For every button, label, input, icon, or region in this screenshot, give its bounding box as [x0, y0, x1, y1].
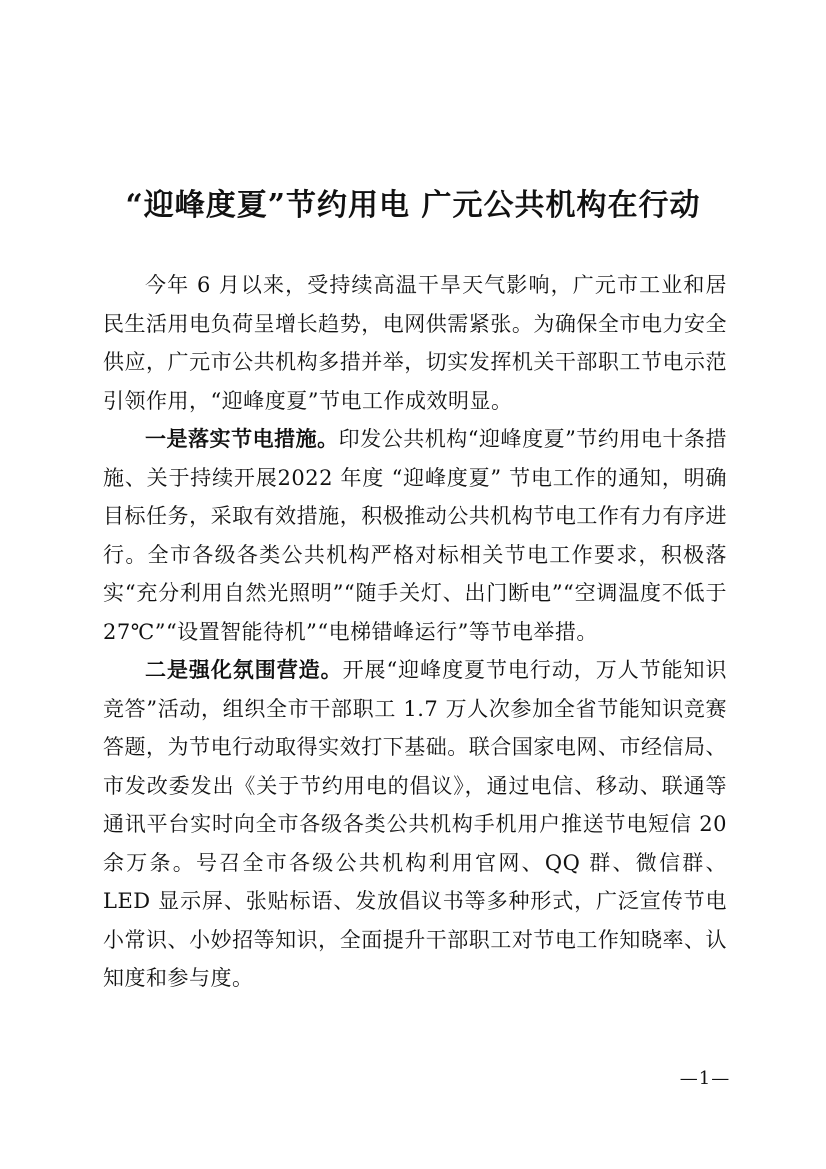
paragraph-text: 今年 6 月以来，受持续高温干旱天气影响，广元市工业和居民生活用电负荷呈增长趋势，电网供需紧张。为确保全市电力安全供应，广元市公共机构多措并举，切实发挥机关干部职工节电示范引领作用，“迎峰度夏”节电工作成效明显。 — [103, 273, 727, 413]
paragraph-intro — [103, 266, 727, 420]
paragraph-atmosphere — [103, 651, 727, 998]
document-body — [103, 266, 727, 998]
paragraph-measures — [103, 420, 727, 651]
paragraph-lead: 一是落实节电措施。 — [145, 426, 339, 451]
paragraph-lead: 二是强化氛围营造。 — [145, 657, 343, 682]
page-number: —1— — [679, 1068, 731, 1089]
paragraph-text: 印发公共机构“迎峰度夏”节约用电十条措施、关于持续开展2022 年度 “迎峰度夏” 节电工作的通知，明确目标任务，采取有效措施，积极推动公共机构节电工作有力有序进行。全市各级各类公共机构严格对标相关节电工作要求，积极落实“充分利用自然光照明”“随手关灯、出门断电”“空调温度不低于 27℃”“设置智能待机”“电梯错峰运行”等节电举措。 — [103, 427, 727, 644]
document-title: “迎峰度夏”节约用电 广元公共机构在行动 — [125, 188, 701, 223]
paragraph-text: 开展“迎峰度夏节电行动，万人节能知识竞答”活动，组织全市干部职工 1.7 万人次参加全省节能知识竞赛答题，为节电行动取得实效打下基础。联合国家电网、市经信局、市发改委发出《关于节约用电的倡议》，通过电信、移动、联通等通讯平台实时向全市各级各类公共机构手机用户推送节电短信 20 余万条。号召全市各级公共机构利用官网、QQ 群、微信群、LED 显示屏、张贴标语、发放倡议书等多种形式，广泛宣传节电小常识、小妙招等知识，全面提升干部职工对节电工作知晓率、认知度和参与度。 — [103, 658, 728, 990]
